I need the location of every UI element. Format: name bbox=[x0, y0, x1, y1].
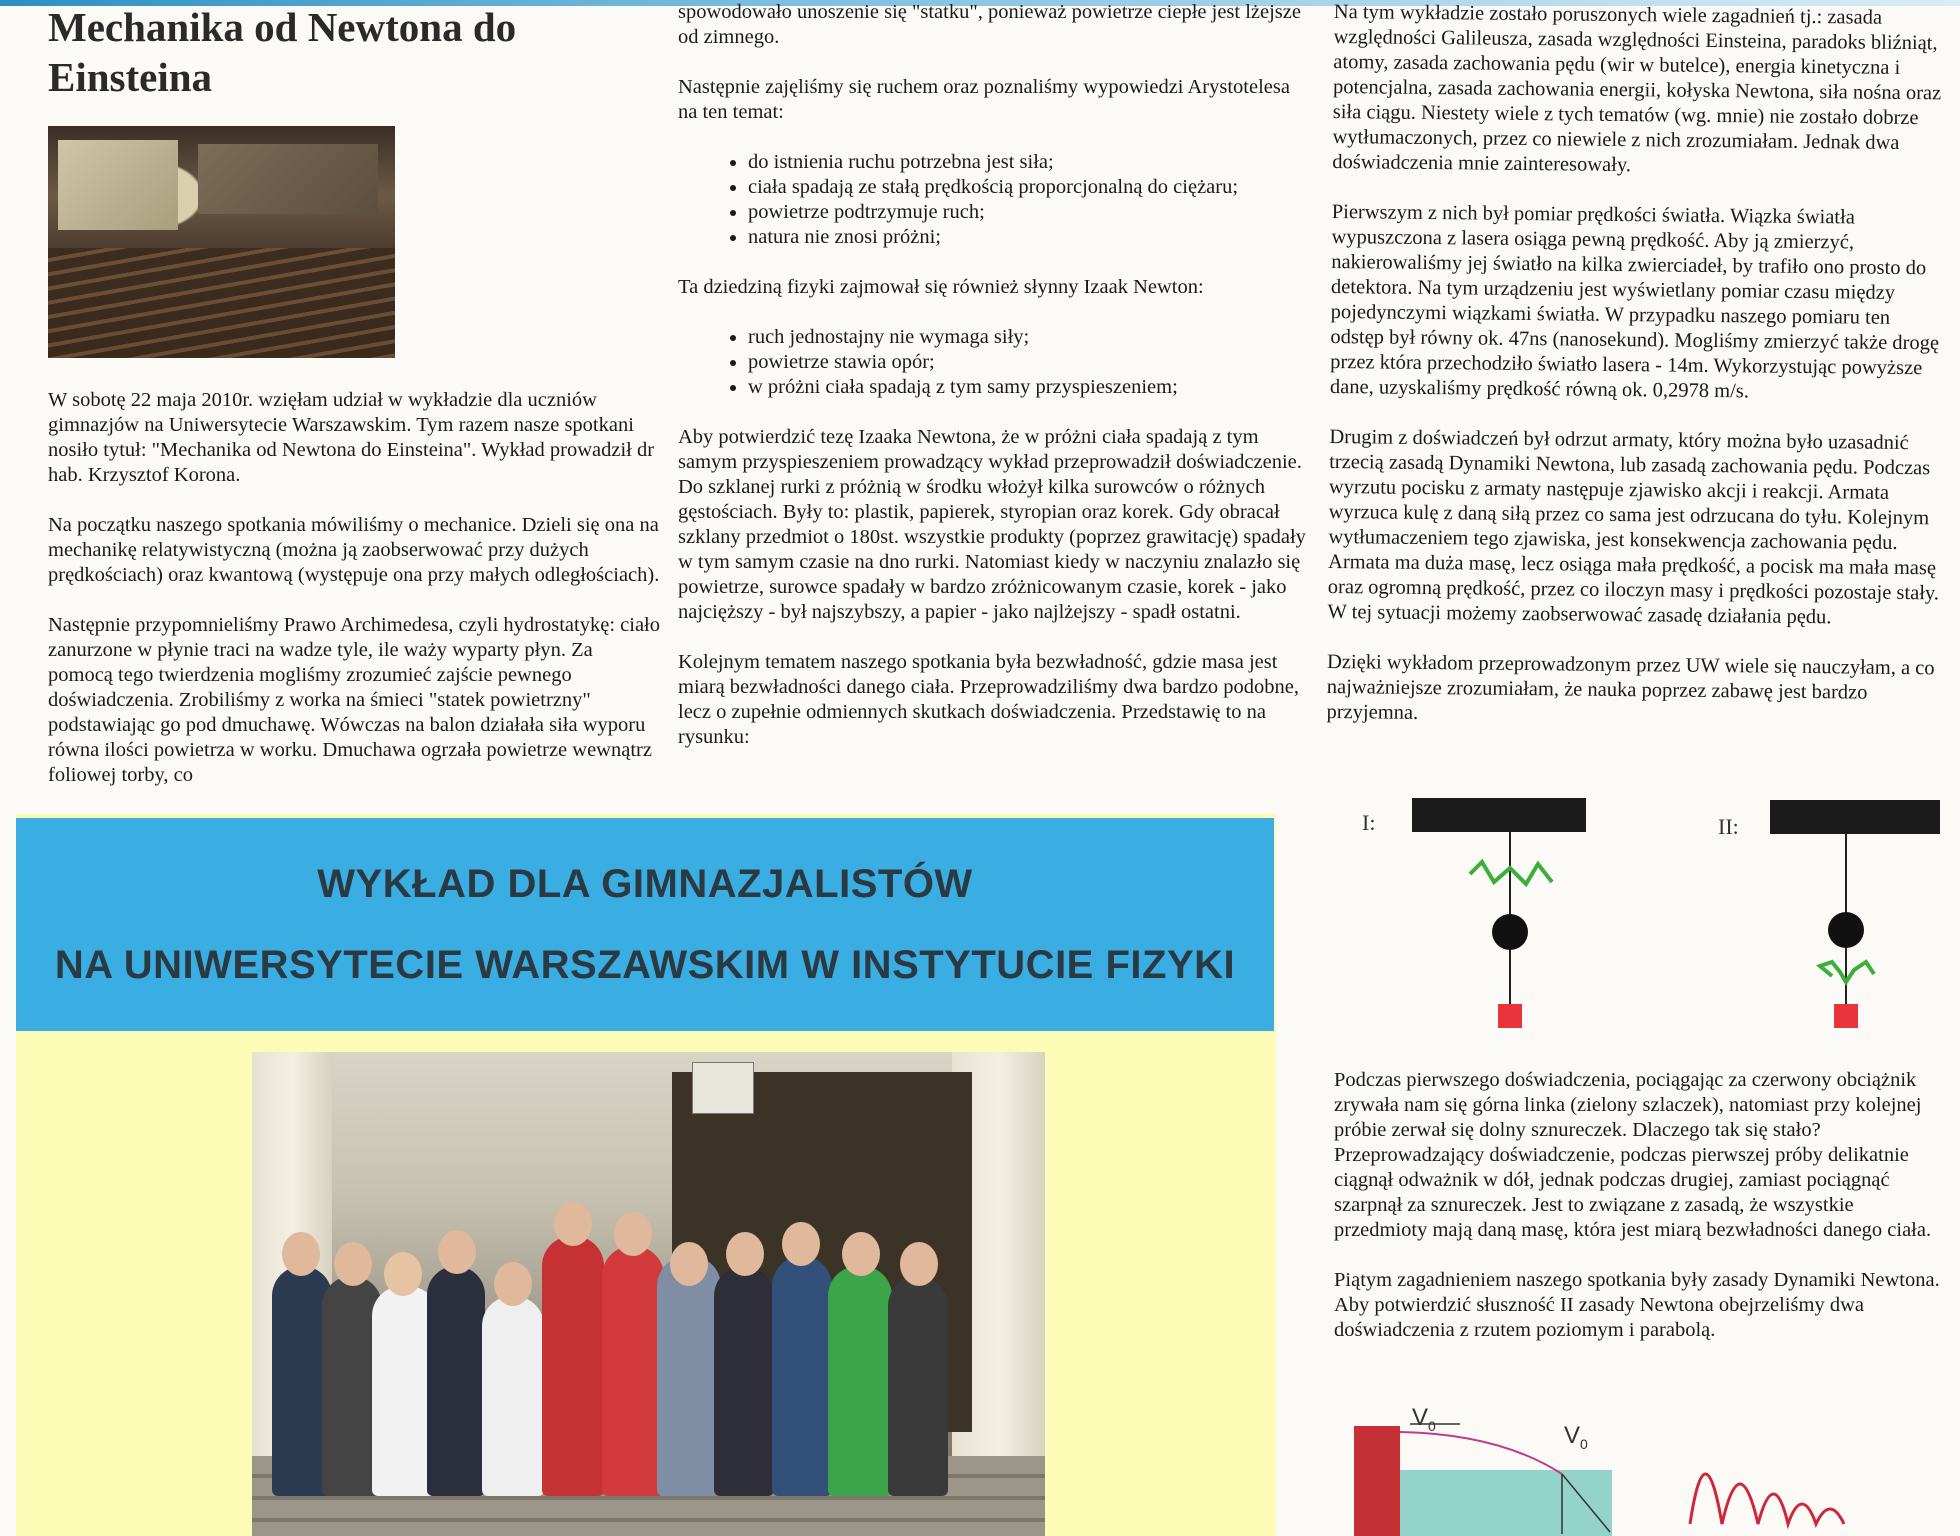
list-item: • w próżni ciała spadają z tym samy przyspieszeniem; bbox=[748, 375, 1314, 400]
article-title: Mechanika od Newtona do Einsteina bbox=[48, 4, 517, 100]
banner-line-1: WYKŁAD DLA GIMNAZJALISTÓW bbox=[317, 861, 973, 906]
list-item: • powietrze stawia opór; bbox=[748, 350, 1314, 375]
water bbox=[1400, 1470, 1612, 1536]
paragraph: Ta dziedziną fizyki zajmował się również słynny Izaak Newton: bbox=[678, 276, 1204, 298]
red-cliff bbox=[1354, 1426, 1400, 1536]
oscillation-curve bbox=[1690, 1474, 1844, 1524]
paragraph: Następnie zajęliśmy się ruchem oraz poznaliśmy wypowiedzi Arystotelesa na ten temat: bbox=[678, 76, 1290, 123]
projectile-diagram bbox=[1350, 1404, 1950, 1536]
article-column-2 bbox=[678, 0, 1314, 814]
list-item: • natura nie znosi próżni; bbox=[748, 225, 1314, 250]
list-item: • ciała spadają ze stałą prędkością proporcjonalną do ciężaru; bbox=[748, 175, 1314, 200]
velocity-label-b: $V_0$ bbox=[1564, 1422, 1588, 1452]
paragraph: Aby potwierdzić tezę Izaaka Newtona, że w próżni ciała spadają z tym samym przyspieszeniem prowadzący wykład przeprowadził doświadczenie. Do szklanej rurki z próżnią w środku włożył kilka surowców o różnych gęstościach. Były to: plastik, papierek, styropian oraz korek. Gdy obracał szklany przedmiot o 180st. wszystkie produkty (poprzez grawitację) spadały w tym samym czasie na dno rurki. Natomiast kiedy w naczyniu znalazło się powietrze, surowce spadały w bardzo zróżnicowanym czasie, korek - jako najcięższy - był najszybszy, a papier - jako najlżejszy - spadł ostatni. bbox=[678, 426, 1306, 623]
red-weight-2 bbox=[1834, 1004, 1858, 1028]
inertia-diagram bbox=[1334, 790, 1954, 1060]
paragraph: Pierwszym z nich był pomiar prędkości światła. Wiązka światła wypuszczona z lasera osiąga pewną prędkość. Aby ją zmierzyć, nakierowaliśmy jej światło na kilka zwierciadeł, by trafiło ono prosto do detektora. Na tym urządzeniu jest wyświetlany pomiar czasu między pojedynczymi wiązkami światła. W przypadku naszego pomiaru ten odstęp był równy ok. 47ns (nanosekund). Mogliśmy zmierzyć także drogę przez która przechodziło światło lasera - 14m. Wykorzystując powyższe dane, uzyskaliśmy prędkość równą ok. 0,2978 m/s. bbox=[1329, 200, 1940, 403]
banner-line-2: NA UNIWERSYTECIE WARSZAWSKIM W INSTYTUCIE FIZYKI bbox=[54, 942, 1236, 987]
ball-2 bbox=[1828, 912, 1864, 948]
paragraph: Na początku naszego spotkania mówiliśmy o mechanice. Dzieli się ona na mechanikę relatywistyczną (można ją zaobserwować przy dużych prędkościach) oraz kwantową (występuje ona przy małych odległościach). bbox=[48, 514, 660, 586]
list-item: • do istnienia ruchu potrzebna jest siła; bbox=[748, 150, 1314, 175]
trajectory-curve bbox=[1400, 1432, 1562, 1474]
diagram-label-1: I: bbox=[1362, 810, 1376, 835]
diagram-label-2: II: bbox=[1718, 814, 1739, 839]
paragraph: Na tym wykładzie zostało poruszonych wiele zagadnień tj.: zasada względności Galileusza, zasada względności Einsteina, paradoks bliźniąt, atomy, zasada zachowania pędu (wir w butelce), energia kinetyczna i potencjalna, zasada zachowania energii, kołyska Newtona, siła nośna oraz siła ciągu. Niestety wiele z tych tematów (wg. mnie) nie zostało dobrze wytłumaczonych, przez co niewiele z nich zrozumiałam. Jednak dwa doświadczenia mnie zainteresowały. bbox=[1332, 0, 1942, 177]
red-weight-1 bbox=[1498, 1004, 1522, 1028]
paragraph: Następnie przypomnieliśmy Prawo Archimedesa, czyli hydrostatykę: ciało zanurzone w płynie traci na wadze tyle, ile waży wyparty płyn. Za pomocą tego twierdzenia mogliśmy zrozumieć zajście pewnego doświadczenia. Zrobiliśmy z worka na śmieci "statek powietrzny" podstawiając go pod dmuchawę. Wówczas na balon działała siła wyporu równa ilości powietrza w worku. Dmuchawa ogrzała powietrze wewnątrz foliowej torby, co bbox=[48, 614, 660, 786]
paragraph: Podczas pierwszego doświadczenia, pociągając za czerwony obciążnik zrywała nam się górna linka (zielony szlaczek), natomiast przy kolejnej próbie zerwał się dolny sznureczek. Dlaczego tak się stało? Przeprowadzający doświadczenie, podczas pierwszej próby delikatnie ciągnął odważnik w dół, jednak podczas drugiej, zamiast pociągnąć szarpnął za sznureczek. Jest to związane z zasadą, że wszystkie przedmioty mają daną masę, która jest miarą bezwładności danego ciała. bbox=[1334, 1069, 1932, 1241]
paragraph: Dzięki wykładom przeprowadzonym przez UW wiele się nauczyłam, a co najważniejsze zrozumiałam, że nauka poprzez zabawę jest bardzo przyjemna. bbox=[1326, 650, 1935, 724]
lecture-hall-photo bbox=[48, 126, 395, 358]
list-item: • powietrze podtrzymuje ruch; bbox=[748, 200, 1314, 225]
article-column-3 bbox=[1326, 0, 1946, 796]
aristotle-list bbox=[678, 150, 1314, 250]
paragraph: spowodowało unoszenie się "statku", ponieważ powietrze ciepłe jest lżejsze od zimnego. bbox=[678, 1, 1301, 48]
ball-1 bbox=[1492, 914, 1528, 950]
paragraph: Kolejnym tematem naszego spotkania była bezwładność, gdzie masa jest miarą bezwładności danego ciała. Przeprowadziliśmy dwa bardzo podobne, lecz o zupełnie odmiennych skutkach doświadczenia. Przedstawię to na rysunku: bbox=[678, 651, 1300, 748]
ceiling-bar-1 bbox=[1412, 798, 1586, 832]
ceiling-bar-2 bbox=[1770, 800, 1940, 834]
paragraph: Drugim z doświadczeń był odrzut armaty, który można było uzasadnić trzecią zasadą Dynamiki Newtona, lub zasadą zachowania pędu. Podczas wyrzutu pocisku z armaty następuje zjawisko akcji i reakcji. Armata wyrzuca kulę z daną siłą przez co sama jest odrzucana do tyłu. Kolejnym wytłumaczeniem tego zjawiska, jest konsekwencja zachowania pędu. Armata ma duża masę, lecz osiąga mała prędkość, a pocisk ma mała masę oraz ogromną prędkość, przez co iloczyn masy i prędkości pozostaje stały. W tej sytuacji możemy zaobserwować zasadę działania pędu. bbox=[1327, 425, 1940, 629]
door-sign bbox=[692, 1062, 754, 1114]
group-photo bbox=[252, 1052, 1045, 1536]
paragraph: W sobotę 22 maja 2010r. wzięłam udział w wykładzie dla uczniów gimnazjów na Uniwersytecie Warszawskim. Tym razem nasze spotkani nosiło tytuł: "Mechanika od Newtona do Einsteina". Wykład prowadził dr hab. Krzysztof Korona. bbox=[48, 389, 655, 486]
article-column-3-continued bbox=[1334, 1068, 1946, 1398]
paragraph: Piątym zagadnieniem naszego spotkania były zasady Dynamiki Newtona. Aby potwierdzić słuszność II zasady Newtona obejrzeliśmy dwa doświadczenia z rzutem poziomym i parabolą. bbox=[1334, 1269, 1940, 1341]
velocity-label-a: $V_0$ bbox=[1412, 1404, 1436, 1434]
list-item: • ruch jednostajny nie wymaga siły; bbox=[748, 325, 1314, 350]
newton-list bbox=[678, 325, 1314, 400]
article-column-1 bbox=[48, 0, 660, 814]
event-banner bbox=[16, 818, 1274, 1031]
